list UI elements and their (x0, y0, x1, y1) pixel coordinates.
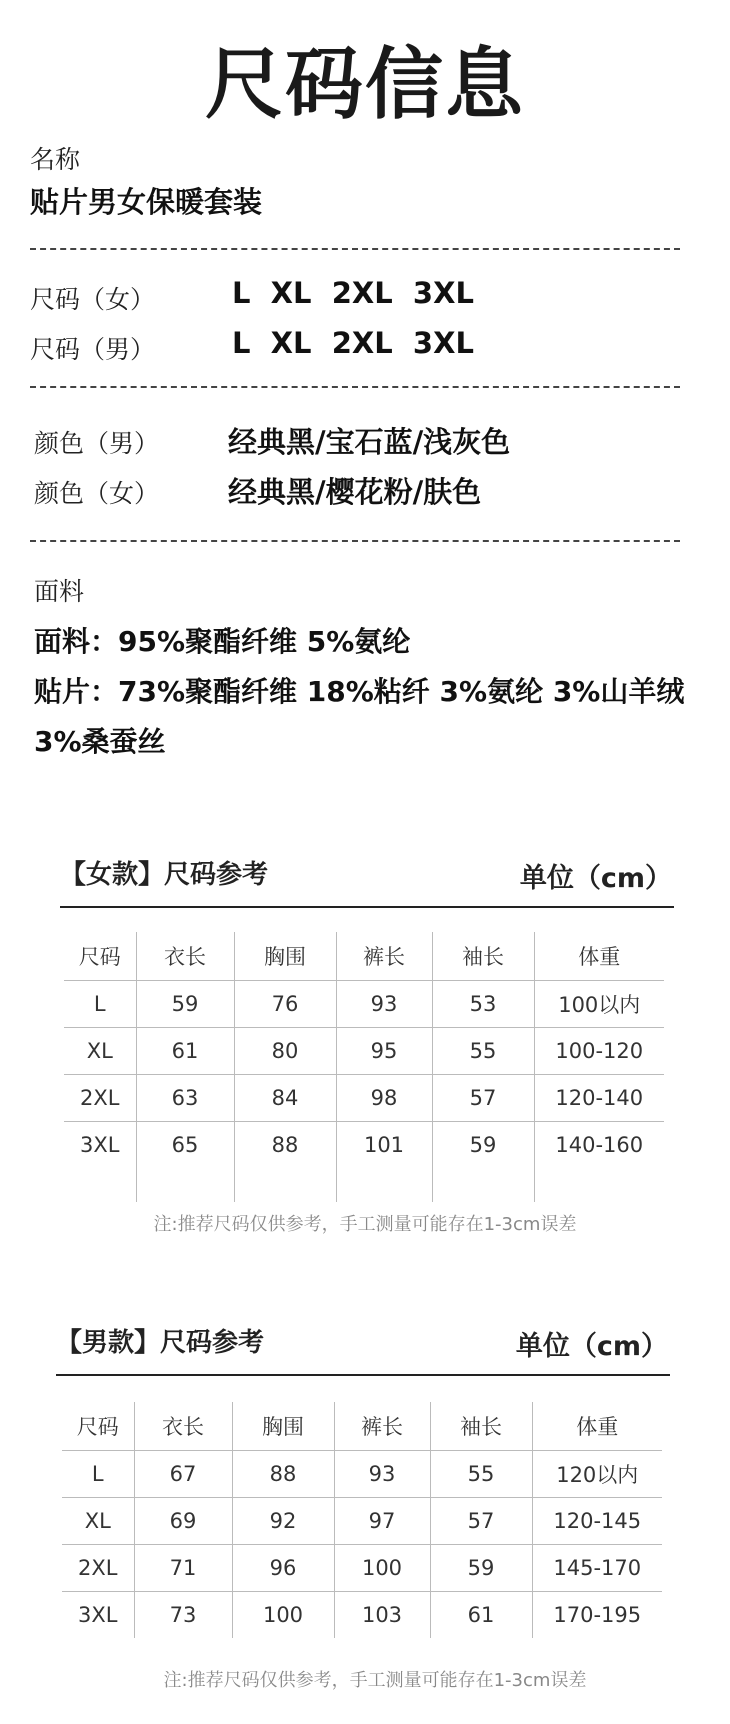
fabric-line: 3%桑蚕丝 (34, 725, 166, 758)
divider (30, 540, 680, 542)
table-cell: 3XL (62, 1592, 134, 1639)
table-cell: 100以内 (534, 981, 664, 1028)
table-cell: 67 (134, 1451, 232, 1498)
color-label-male: 颜色（男） (34, 429, 160, 458)
fabric-line: 面料：95%聚酯纤维 5%氨纶 (34, 625, 411, 658)
header-cell: 裤长 (336, 932, 432, 981)
table-row (62, 1451, 662, 1498)
table-cell: 76 (234, 981, 336, 1028)
table-cell: 120-145 (532, 1498, 662, 1545)
table-row (62, 1545, 662, 1592)
table-header-row (64, 932, 664, 981)
header-cell: 胸围 (232, 1402, 334, 1451)
header-cell: 衣长 (136, 932, 234, 981)
table-cell: 2XL (62, 1545, 134, 1592)
table-cell: 145-170 (532, 1545, 662, 1592)
section-rule (56, 1374, 670, 1376)
table-cell: 140-160 (534, 1122, 664, 1169)
table-note: 注:推荐尺码仅供参考，手工测量可能存在1-3cm误差 (163, 1670, 587, 1691)
table-cell: 88 (232, 1451, 334, 1498)
header-cell: 尺码 (78, 945, 121, 969)
size-label-female: 尺码（女） (30, 285, 156, 314)
table-cell: 97 (334, 1498, 430, 1545)
table-row (62, 1592, 662, 1639)
table-cell: 84 (234, 1075, 336, 1122)
fabric-line: 贴片：73%聚酯纤维 18%粘纤 3%氨纶 3%山羊绒 (34, 675, 685, 708)
header-cell: 裤长 (334, 1402, 430, 1451)
size-value-male: L XL 2XL 3XL (232, 326, 474, 360)
table-row (64, 1122, 664, 1169)
table-row (62, 1498, 662, 1545)
header-cell: 袖长 (432, 932, 534, 981)
fabric-label: 面料 (34, 577, 85, 606)
table-cell: 61 (430, 1592, 532, 1639)
header-cell: 体重 (534, 932, 664, 981)
color-value-female: 经典黑/樱花粉/肤色 (228, 475, 482, 509)
table-row (64, 981, 664, 1028)
table-cell: 57 (430, 1498, 532, 1545)
table-cell: 65 (136, 1122, 234, 1169)
table-cell: L (64, 981, 136, 1028)
table-row (64, 1075, 664, 1122)
size-table-male (62, 1402, 662, 1638)
divider (30, 248, 680, 250)
table-cell: 100 (334, 1545, 430, 1592)
table-cell: 3XL (64, 1122, 136, 1169)
table-cell: 57 (432, 1075, 534, 1122)
size-label-male: 尺码（男） (30, 335, 156, 364)
table-cell: 88 (234, 1122, 336, 1169)
table-cell: 69 (134, 1498, 232, 1545)
table-cell: L (62, 1451, 134, 1498)
table-cell: 103 (334, 1592, 430, 1639)
table-cell: XL (62, 1498, 134, 1545)
table-cell: 55 (432, 1028, 534, 1075)
divider (30, 386, 680, 388)
table-cell: 59 (430, 1545, 532, 1592)
table-cell: 93 (334, 1451, 430, 1498)
table-title-female: 【女款】尺码参考 (60, 860, 269, 890)
header-cell: 体重 (532, 1402, 662, 1451)
header-cell: 尺码 (76, 1415, 119, 1439)
table-cell: 80 (234, 1028, 336, 1075)
color-value-male: 经典黑/宝石蓝/浅灰色 (228, 425, 511, 459)
table-cell: 55 (430, 1451, 532, 1498)
table-cell: 59 (432, 1122, 534, 1169)
table-cell: 92 (232, 1498, 334, 1545)
table-row (64, 1028, 664, 1075)
product-name: 贴片男女保暖套装 (30, 185, 263, 219)
section-rule (60, 906, 674, 908)
table-cell: 53 (432, 981, 534, 1028)
table-cell: 63 (136, 1075, 234, 1122)
color-label-female: 颜色（女） (34, 479, 160, 508)
table-cell: 61 (136, 1028, 234, 1075)
table-cell: 100-120 (534, 1028, 664, 1075)
table-cell: 98 (336, 1075, 432, 1122)
size-table-female (64, 932, 664, 1202)
table-cell: 71 (134, 1545, 232, 1592)
name-label: 名称 (30, 145, 81, 174)
table-cell: 170-195 (532, 1592, 662, 1639)
table-cell: 73 (134, 1592, 232, 1639)
table-title-male: 【男款】尺码参考 (56, 1328, 265, 1358)
table-cell: 100 (232, 1592, 334, 1639)
unit-label: 单位（cm） (519, 863, 672, 894)
unit-label: 单位（cm） (515, 1331, 668, 1362)
page-title: 尺码信息 (204, 40, 525, 130)
table-spacer-row (64, 1168, 664, 1202)
table-cell: 120以内 (532, 1451, 662, 1498)
header-cell: 胸围 (234, 932, 336, 981)
header-cell: 袖长 (430, 1402, 532, 1451)
table-cell: 93 (336, 981, 432, 1028)
table-note: 注:推荐尺码仅供参考，手工测量可能存在1-3cm误差 (153, 1214, 577, 1235)
table-cell: 95 (336, 1028, 432, 1075)
size-value-female: L XL 2XL 3XL (232, 276, 474, 310)
table-cell: 96 (232, 1545, 334, 1592)
table-cell: 2XL (64, 1075, 136, 1122)
table-cell: XL (64, 1028, 136, 1075)
table-cell: 59 (136, 981, 234, 1028)
table-cell: 120-140 (534, 1075, 664, 1122)
table-header-row (62, 1402, 662, 1451)
header-cell: 衣长 (134, 1402, 232, 1451)
table-cell: 101 (336, 1122, 432, 1169)
